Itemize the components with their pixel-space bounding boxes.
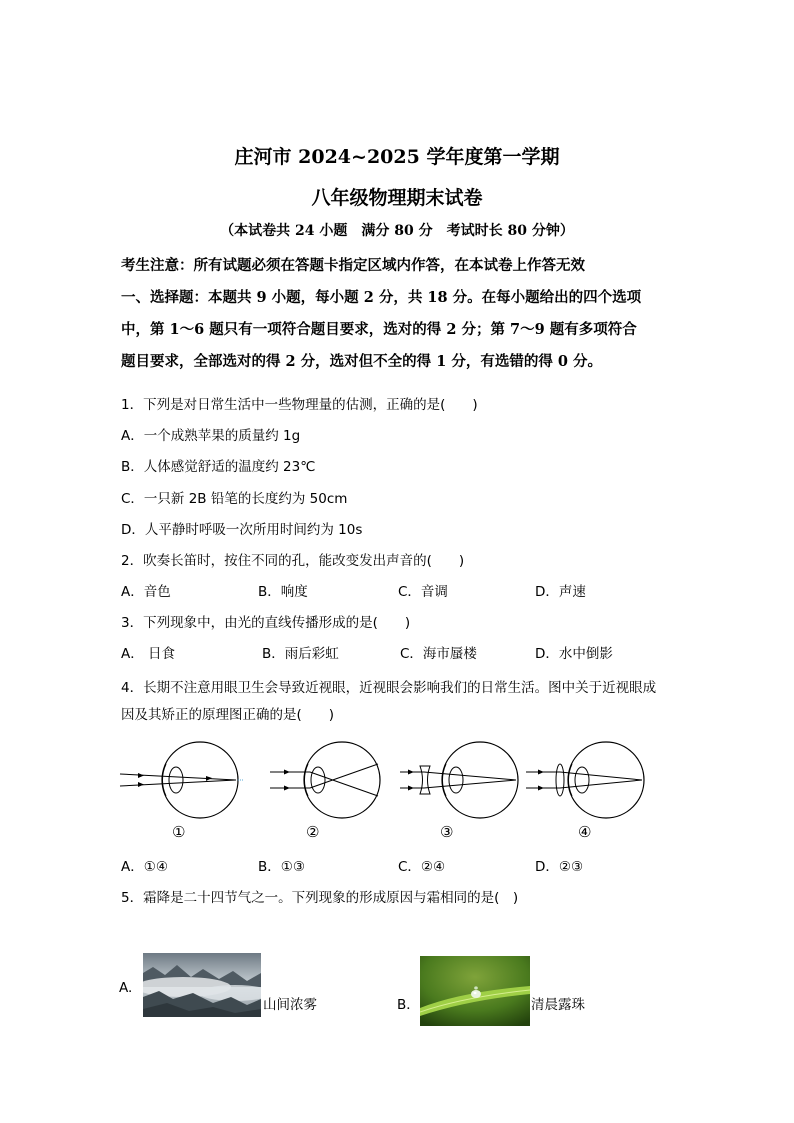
morning-dew-photo (420, 956, 530, 1026)
q3-option-c: C．海市蜃楼 (400, 646, 477, 662)
q4-option-d: D．②③ (535, 859, 584, 875)
q1-option-b: B．人体感觉舒适的温度约 23℃ (121, 459, 316, 475)
notice: 考生注意：所有试题必须在答题卡指定区域内作答，在本试卷上作答无效 (121, 257, 585, 274)
q5-option-a-letter: A. (119, 980, 133, 996)
eye-diagram-3 (398, 738, 520, 822)
q3-option-d: D．水中倒影 (535, 646, 613, 662)
fig-label-2: ② (306, 823, 320, 841)
q2-option-b: B．响度 (258, 584, 308, 600)
q2-option-c: C．音调 (398, 584, 448, 600)
q4-stem-line1: 4．长期不注意用眼卫生会导致近视眼，近视眼会影响我们的日常生活。图中关于近视眼成 (121, 680, 657, 696)
q5-stem: 5．霜降是二十四节气之一。下列现象的形成原因与霜相同的是( ) (121, 890, 519, 906)
exam-info: （本试卷共 24 小题 满分 80 分 考试时长 80 分钟） (220, 223, 574, 239)
q5-option-b-letter: B． (397, 997, 420, 1013)
q1-option-d: D．人平静时呼吸一次所用时间约为 10s (121, 522, 363, 538)
fig-label-4: ④ (578, 823, 592, 841)
fig-label-3: ③ (440, 823, 454, 841)
q1-stem: 1．下列是对日常生活中一些物理量的估测，正确的是( ) (121, 397, 478, 413)
q1-option-c: C．一只新 2B 铅笔的长度约为 50cm (121, 491, 348, 507)
eye-diagram-4 (524, 738, 646, 822)
q3-option-b: B．雨后彩虹 (262, 646, 339, 662)
q4-option-b: B．①③ (258, 859, 305, 875)
q2-stem: 2．吹奏长笛时，按住不同的孔，能改变发出声音的( ) (121, 553, 465, 569)
q1-option-a: A．一个成熟苹果的质量约 1g (121, 428, 301, 444)
q3-stem: 3．下列现象中，由光的直线传播形成的是( ) (121, 615, 411, 631)
section1-line1: 一、选择题：本题共 9 小题，每小题 2 分，共 18 分。在每小题给出的四个选项 (121, 289, 642, 306)
q5-option-b-caption: 清晨露珠 (531, 997, 585, 1013)
q2-option-d: D．声速 (535, 584, 586, 600)
eye-diagram-2 (266, 738, 384, 822)
fig-label-1: ① (172, 823, 186, 841)
q4-option-c: C．②④ (398, 859, 446, 875)
q4-option-a: A．①④ (121, 859, 168, 875)
q2-option-a: A．音色 (121, 584, 171, 600)
mountain-fog-photo (143, 953, 261, 1017)
section1-line3: 题目要求，全部选对的得 2 分，选对但不全的得 1 分，有选错的得 0 分。 (121, 353, 603, 370)
eye-diagram-1 (118, 738, 250, 822)
q5-option-a-caption: 山间浓雾 (263, 997, 317, 1013)
section1-line2: 中，第 1～6 题只有一项符合题目要求，选对的得 2 分；第 7～9 题有多项符合 (121, 321, 637, 338)
q4-stem-line2: 因及其矫正的原理图正确的是( ) (121, 707, 335, 723)
exam-title: 庄河市 2024~2025 学年度第一学期 (234, 146, 560, 168)
q3-option-a: A． 日食 (121, 646, 176, 662)
exam-subtitle: 八年级物理期末试卷 (311, 187, 483, 209)
